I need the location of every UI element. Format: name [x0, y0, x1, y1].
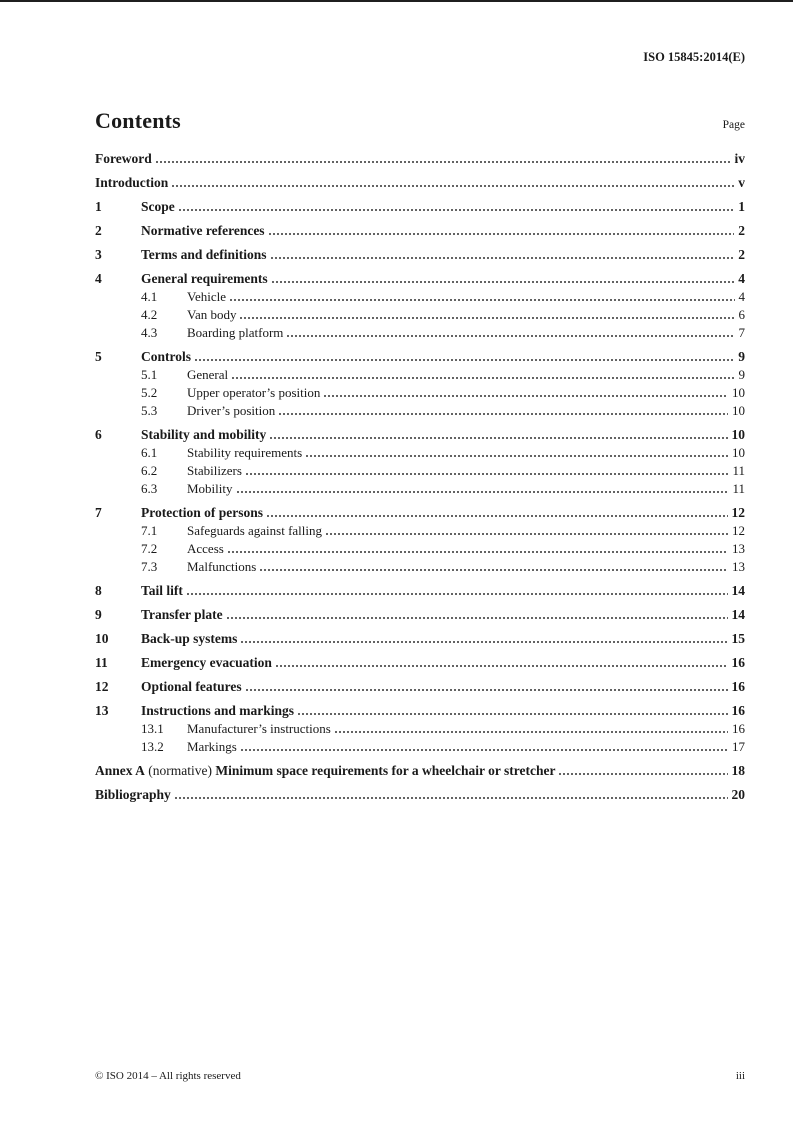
toc-entry-label: Controls — [141, 349, 192, 364]
toc-entry-label: Mobility — [187, 481, 233, 496]
dotted-leader — [226, 617, 728, 619]
document-reference: ISO 15845:2014(E) — [643, 50, 745, 64]
page-column-label: Page — [722, 119, 745, 131]
toc-entry-page: 10 — [732, 385, 745, 400]
dotted-leader — [334, 731, 728, 733]
dotted-leader — [240, 641, 727, 643]
toc-entry — [95, 522, 745, 539]
dotted-leader — [178, 209, 735, 211]
toc-entries — [95, 150, 745, 803]
toc-entry — [95, 582, 745, 599]
toc-entry-number: 7.3 — [141, 559, 158, 574]
dotted-leader — [558, 773, 727, 775]
toc-entry-page: 9 — [738, 367, 745, 382]
toc-entry — [95, 384, 745, 401]
dotted-leader — [270, 257, 735, 259]
toc-entry-page: 15 — [731, 631, 745, 646]
toc-entry-page: 10 — [731, 427, 745, 442]
toc-entry-label — [95, 762, 555, 779]
toc-entry — [95, 402, 745, 419]
toc-entry-page: 7 — [738, 325, 745, 340]
toc-entry-page: 16 — [731, 703, 745, 718]
toc-entry-number: 1 — [95, 199, 102, 214]
toc-entry — [95, 540, 745, 557]
toc-entry — [95, 288, 745, 305]
toc-entry-number: 6.2 — [141, 463, 158, 478]
toc-entry-number: 13.1 — [141, 721, 164, 736]
toc-entry-label: Driver’s position — [187, 403, 276, 418]
toc-entry-label: Tail lift — [141, 583, 183, 598]
dotted-leader — [174, 797, 728, 799]
toc-entry-page: 10 — [732, 445, 745, 460]
toc-entry-page: 6 — [738, 307, 745, 322]
toc-entry-label: Emergency evacuation — [141, 655, 272, 670]
toc-entry-number: 5 — [95, 349, 102, 364]
toc-entry — [95, 306, 745, 323]
dotted-leader — [275, 665, 728, 667]
toc-entry — [95, 606, 745, 623]
dotted-leader — [268, 233, 735, 235]
toc-entry — [95, 462, 745, 479]
toc-entry — [95, 198, 745, 215]
dotted-leader — [186, 593, 728, 595]
toc-entry-label: General requirements — [141, 271, 268, 286]
toc-entry — [95, 786, 745, 803]
toc-entry — [95, 678, 745, 695]
toc-entry-label: Stability and mobility — [141, 427, 267, 442]
toc-entry-number: 13.2 — [141, 739, 164, 754]
toc-entry-label: Manufacturer’s instructions — [187, 721, 331, 736]
toc-entry-page: 20 — [731, 787, 745, 802]
toc-entry-label: Normative references — [141, 223, 265, 238]
dotted-leader — [297, 713, 727, 715]
toc-entry-page: 14 — [731, 583, 745, 598]
toc-entry-number: 6.3 — [141, 481, 158, 496]
toc-entry-page: 2 — [738, 247, 745, 262]
toc-entry-page: 4 — [738, 289, 745, 304]
toc-entry-label-part: Minimum space requirements for a wheelchair or stretcher — [215, 763, 556, 778]
toc-entry-number: 13 — [95, 703, 109, 718]
page-top-edge — [0, 0, 793, 2]
toc-entry-number: 5.1 — [141, 367, 158, 382]
toc-entry — [95, 738, 745, 755]
toc-entry-page: 11 — [732, 481, 745, 496]
toc-entry-page: 12 — [731, 505, 745, 520]
toc-entry-number: 3 — [95, 247, 102, 262]
toc-entry-page: 16 — [732, 721, 745, 736]
toc-entry — [95, 444, 745, 461]
toc-entry-number: 5.2 — [141, 385, 158, 400]
toc-entry-label: Access — [187, 541, 224, 556]
dotted-leader — [171, 185, 734, 187]
toc-entry-label-part: (normative) — [144, 763, 216, 778]
toc-entry-number: 2 — [95, 223, 102, 238]
dotted-leader — [231, 377, 734, 379]
dotted-leader — [194, 359, 734, 361]
toc-entry — [95, 558, 745, 575]
toc-entry-page: v — [738, 175, 745, 190]
toc-entry-page: 16 — [731, 655, 745, 670]
document-footer — [95, 1070, 745, 1082]
toc-entry — [95, 630, 745, 647]
dotted-leader — [155, 161, 731, 163]
toc-entry — [95, 174, 745, 191]
dotted-leader — [305, 455, 728, 457]
dotted-leader — [266, 515, 728, 517]
toc-entry-page: 12 — [732, 523, 745, 538]
toc-entry-number: 9 — [95, 607, 102, 622]
toc-entry-label: Safeguards against falling — [187, 523, 323, 538]
toc-entry — [95, 348, 745, 365]
toc-entry-number: 4.1 — [141, 289, 158, 304]
dotted-leader — [227, 551, 728, 553]
toc-entry — [95, 762, 745, 779]
toc-entry — [95, 270, 745, 287]
toc-entry-label: Protection of persons — [141, 505, 263, 520]
toc-header — [95, 108, 745, 134]
toc-entry-page: 16 — [731, 679, 745, 694]
dotted-leader — [259, 569, 728, 571]
toc-entry-page: 10 — [732, 403, 745, 418]
toc-entry-label: Back-up systems — [141, 631, 238, 646]
toc-entry-number: 12 — [95, 679, 109, 694]
folio-page-number: iii — [735, 1070, 745, 1082]
toc-entry-label: Optional features — [141, 679, 242, 694]
toc-entry-page: 13 — [732, 541, 745, 556]
dotted-leader — [240, 749, 728, 751]
toc-entry-number: 7 — [95, 505, 102, 520]
toc-entry-page: 18 — [731, 763, 745, 778]
toc-entry — [95, 480, 745, 497]
toc-entry-page: 4 — [738, 271, 745, 286]
toc-entry-number: 7.2 — [141, 541, 158, 556]
toc-entry — [95, 654, 745, 671]
toc-entry-label: General — [187, 367, 229, 382]
toc-entry-page: 14 — [731, 607, 745, 622]
toc-entry-label: Stability requirements — [187, 445, 303, 460]
dotted-leader — [239, 317, 734, 319]
copyright-notice: © ISO 2014 – All rights reserved — [95, 1070, 241, 1082]
dotted-leader — [325, 533, 728, 535]
toc-entry — [95, 720, 745, 737]
toc-entry-number: 11 — [95, 655, 108, 670]
toc-entry — [95, 324, 745, 341]
toc-entry-page: 11 — [732, 463, 745, 478]
toc-entry-page: 9 — [738, 349, 745, 364]
dotted-leader — [271, 281, 735, 283]
dotted-leader — [286, 335, 734, 337]
contents-title: Contents — [95, 108, 181, 133]
dotted-leader — [323, 395, 728, 397]
toc-entry — [95, 150, 745, 167]
toc-entry-page: 2 — [738, 223, 745, 238]
toc-entry-page: 17 — [732, 739, 745, 754]
toc-entry-number: 5.3 — [141, 403, 158, 418]
toc-entry — [95, 426, 745, 443]
dotted-leader — [229, 299, 735, 301]
toc-entry-label: Instructions and markings — [141, 703, 295, 718]
toc-entry-number: 8 — [95, 583, 102, 598]
toc-entry-number: 7.1 — [141, 523, 158, 538]
toc-entry-number: 4.2 — [141, 307, 158, 322]
toc-entry-number: 4.3 — [141, 325, 158, 340]
toc-entry-number: 10 — [95, 631, 109, 646]
toc-entry-label: Boarding platform — [187, 325, 284, 340]
toc-entry-page: 13 — [732, 559, 745, 574]
toc-entry-page: 1 — [738, 199, 745, 214]
toc-entry-label: Bibliography — [95, 787, 171, 802]
dotted-leader — [278, 413, 728, 415]
toc-entry-label: Upper operator’s position — [187, 385, 321, 400]
toc-entry — [95, 366, 745, 383]
toc-entry-label: Malfunctions — [187, 559, 257, 574]
toc-entry-label: Van body — [187, 307, 237, 322]
toc-entry-number: 4 — [95, 271, 102, 286]
toc-entry-label: Vehicle — [187, 289, 226, 304]
toc-entry-label: Terms and definitions — [141, 247, 267, 262]
dotted-leader — [245, 689, 728, 691]
document-header — [95, 50, 745, 65]
toc-entry — [95, 246, 745, 263]
toc-entry-number: 6 — [95, 427, 102, 442]
dotted-leader — [236, 491, 729, 493]
toc-entry-label: Scope — [141, 199, 175, 214]
toc-entry-label: Foreword — [95, 151, 152, 166]
toc-entry-label-part: Annex A — [95, 763, 145, 778]
table-of-contents — [95, 108, 745, 803]
toc-entry — [95, 702, 745, 719]
dotted-leader — [269, 437, 727, 439]
toc-entry-label: Stabilizers — [187, 463, 242, 478]
toc-entry-page: iv — [734, 151, 745, 166]
toc-entry-label: Introduction — [95, 175, 169, 190]
toc-entry-label: Transfer plate — [141, 607, 223, 622]
toc-entry — [95, 222, 745, 239]
dotted-leader — [245, 473, 729, 475]
toc-entry-label: Markings — [187, 739, 237, 754]
toc-entry-number: 6.1 — [141, 445, 158, 460]
toc-entry — [95, 504, 745, 521]
